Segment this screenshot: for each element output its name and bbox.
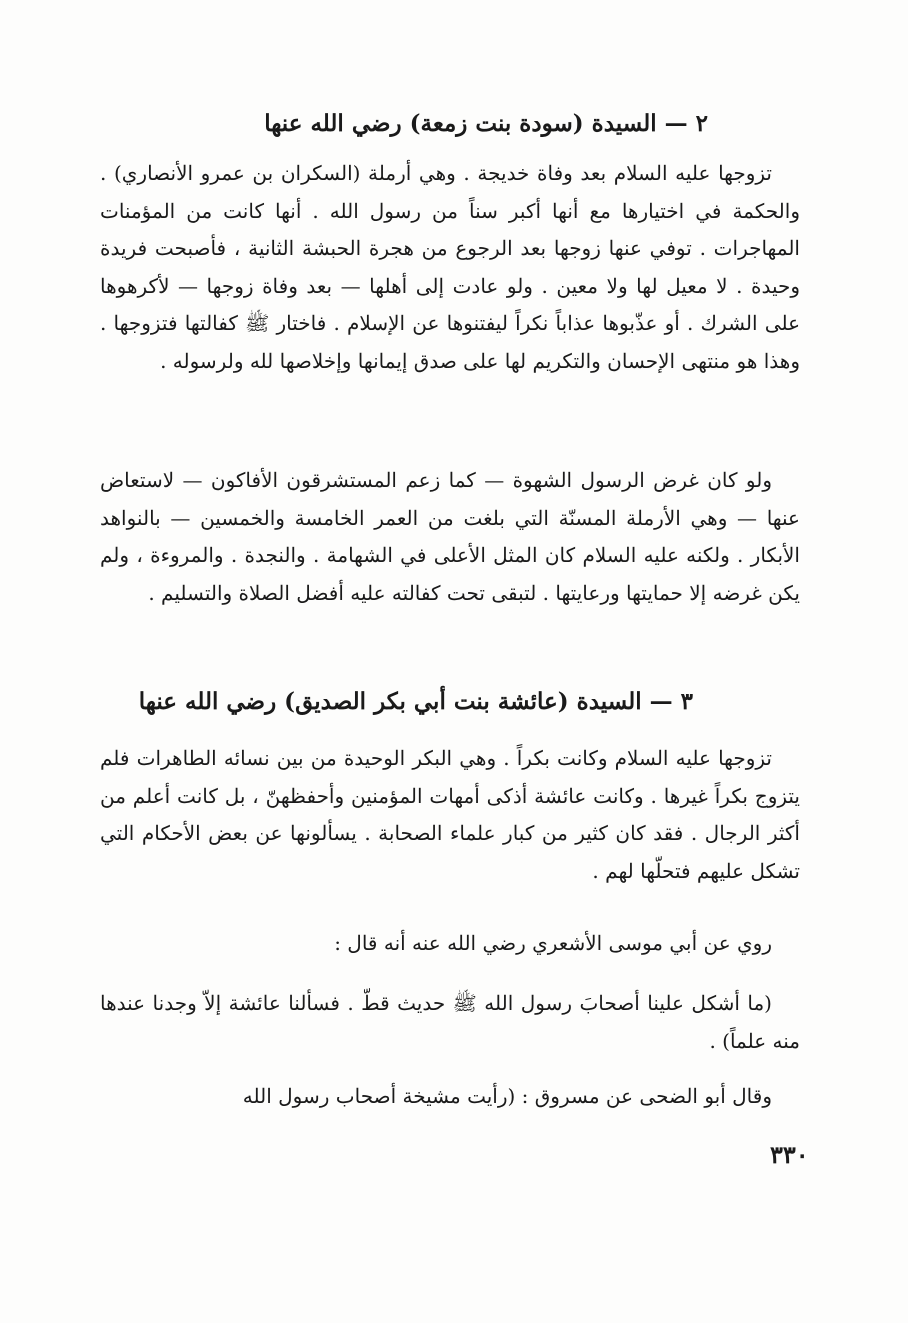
paragraph-text: تزوجها عليه السلام وكانت بكراً . وهي البكر الوحيدة من بين نسائه الطاهرات فلم يتزوج بكراً غيرها . وكانت عائشة أذكى أمهات المؤمنين وأحفظهنّ ، بل كانت أعلم من أكثر الرجال . فقد كان كثير من كبار علماء الصحابة . يسألونها عن بعض الأحكام التي تشكل عليهم فتحلّها لهم . — [100, 746, 800, 883]
section-heading-aisha: ٣ — السيدة (عائشة بنت أبي بكر الصديق) رضي الله عنها — [138, 688, 693, 715]
paragraph-text: وقال أبو الضحى عن مسروق : (رأيت مشيخة أصحاب رسول الله — [242, 1084, 772, 1108]
paragraph-aisha-1 — [100, 740, 800, 890]
paragraph-sawda-1 — [100, 155, 800, 380]
section-body-sawda-2 — [100, 462, 800, 612]
paragraph-aisha-3 — [100, 985, 800, 1060]
paragraph-text: (ما أشكل علينا أصحابَ رسول الله ﷺ حديث قطّ . فسألنا عائشة إلاّ وجدنا عندها منه علماً) . — [100, 991, 800, 1053]
section-body-aisha — [100, 740, 800, 890]
paragraph-aisha-2 — [100, 925, 800, 963]
paragraph-sawda-2 — [100, 462, 800, 612]
section-body-aisha-3 — [100, 985, 800, 1060]
section-body-aisha-4 — [100, 1078, 800, 1116]
paragraph-text: تزوجها عليه السلام بعد وفاة خديجة . وهي أرملة (السكران بن عمرو الأنصاري) . والحكمة في اختيارها مع أنها أكبر سناً من رسول الله . أنها كانت من المؤمنات المهاجرات . توفي عنها زوجها بعد الرجوع من هجرة الحبشة الثانية ، فأصبحت فريدة وحيدة . لا معيل لها ولا معين . ولو عادت إلى أهلها — بعد وفاة زوجها — لأكرهوها على الشرك . أو عذّبوها عذاباً نكراً ليفتنوها عن الإسلام . فاختار ﷺ كفالتها فتزوجها . وهذا هو منتهى الإحسان والتكريم لها على صدق إيمانها وإخلاصها لله ولرسوله . — [100, 161, 800, 373]
section-body-sawda — [100, 155, 800, 380]
paragraph-text: ولو كان غرض الرسول الشهوة — كما زعم المستشرقون الأفاكون — لاستعاض عنها — وهي الأرملة المسنّة التي بلغت من العمر الخامسة والخمسين — بالنواهد الأبكار . ولكنه عليه السلام كان المثل الأعلى في الشهامة . والنجدة . والمروءة ، ولم يكن غرضه إلا حمايتها ورعايتها . لتبقى تحت كفالته عليه أفضل الصلاة والتسليم . — [100, 468, 800, 605]
page-number: ٣٣٠ — [770, 1140, 809, 1169]
paragraph-aisha-4 — [100, 1078, 800, 1116]
paragraph-text: روي عن أبي موسى الأشعري رضي الله عنه أنه قال : — [334, 931, 772, 955]
section-body-aisha-2 — [100, 925, 800, 963]
section-heading-sawda: ٢ — السيدة (سودة بنت زمعة) رضي الله عنها — [264, 110, 708, 137]
